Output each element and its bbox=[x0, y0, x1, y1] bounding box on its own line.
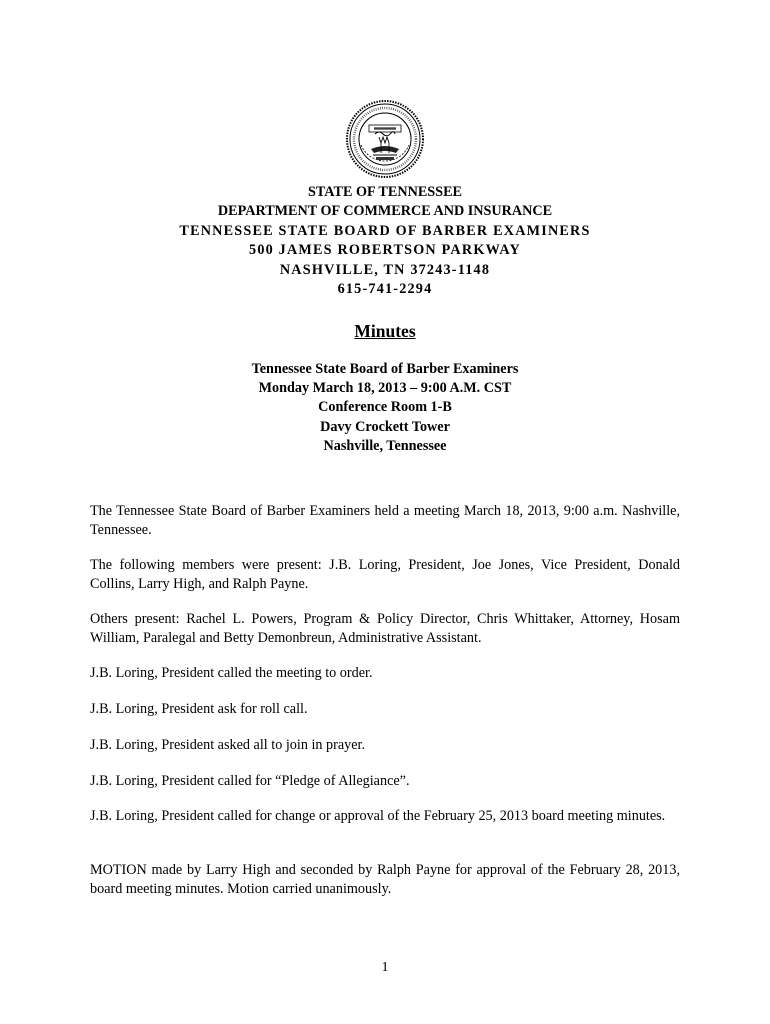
paragraph-members-present: The following members were present: J.B. Loring, President, Joe Jones, Vice President, Donald Collins, Larry High, and Ralph Payne. bbox=[90, 557, 680, 592]
meeting-info bbox=[0, 360, 770, 456]
meeting-room: Conference Room 1-B bbox=[318, 399, 452, 416]
paragraph-meeting-held: The Tennessee State Board of Barber Examiners held a meeting March 18, 2013, 9:00 a.m. Nashville, Tennessee. bbox=[90, 503, 680, 538]
meeting-datetime: Monday March 18, 2013 – 9:00 A.M. CST bbox=[258, 380, 512, 397]
header-department: DEPARTMENT OF COMMERCE AND INSURANCE bbox=[217, 203, 553, 220]
paragraph-roll-call: J.B. Loring, President ask for roll call. bbox=[90, 701, 308, 717]
header-street: 500 JAMES ROBERTSON PARKWAY bbox=[249, 242, 521, 259]
meeting-building: Davy Crockett Tower bbox=[320, 418, 450, 435]
page-number: 1 bbox=[381, 960, 389, 975]
tennessee-state-seal-icon bbox=[345, 99, 425, 179]
paragraph-approval-request: J.B. Loring, President called for change or approval of the February 25, 2013 board meeting minutes. bbox=[90, 808, 666, 824]
meeting-board: Tennessee State Board of Barber Examiners bbox=[251, 361, 519, 377]
header-state: STATE OF TENNESSEE bbox=[307, 184, 463, 200]
paragraph-motion: MOTION made by Larry High and seconded by Ralph Payne for approval of the February 28, 2013, board meeting minutes. Motion carried unanimously. bbox=[90, 862, 680, 897]
meeting-city: Nashville, Tennessee bbox=[323, 437, 447, 454]
paragraph-others-present: Others present: Rachel L. Powers, Program & Policy Director, Chris Whittaker, Attorney, Hosam William, Paralegal and Betty Demonbreun, Administrative Assistant. bbox=[90, 611, 680, 646]
header-city: NASHVILLE, TN 37243-1148 bbox=[279, 261, 491, 278]
agency-header bbox=[0, 183, 770, 299]
paragraph-prayer: J.B. Loring, President asked all to join in prayer. bbox=[90, 737, 366, 753]
paragraph-call-to-order: J.B. Loring, President called the meeting to order. bbox=[90, 665, 373, 681]
document-title: Minutes bbox=[354, 321, 416, 341]
paragraph-pledge: J.B. Loring, President called for “Pledge of Allegiance”. bbox=[90, 773, 410, 789]
header-phone: 615-741-2294 bbox=[337, 281, 433, 298]
header-board: TENNESSEE STATE BOARD OF BARBER EXAMINERS bbox=[179, 222, 591, 239]
